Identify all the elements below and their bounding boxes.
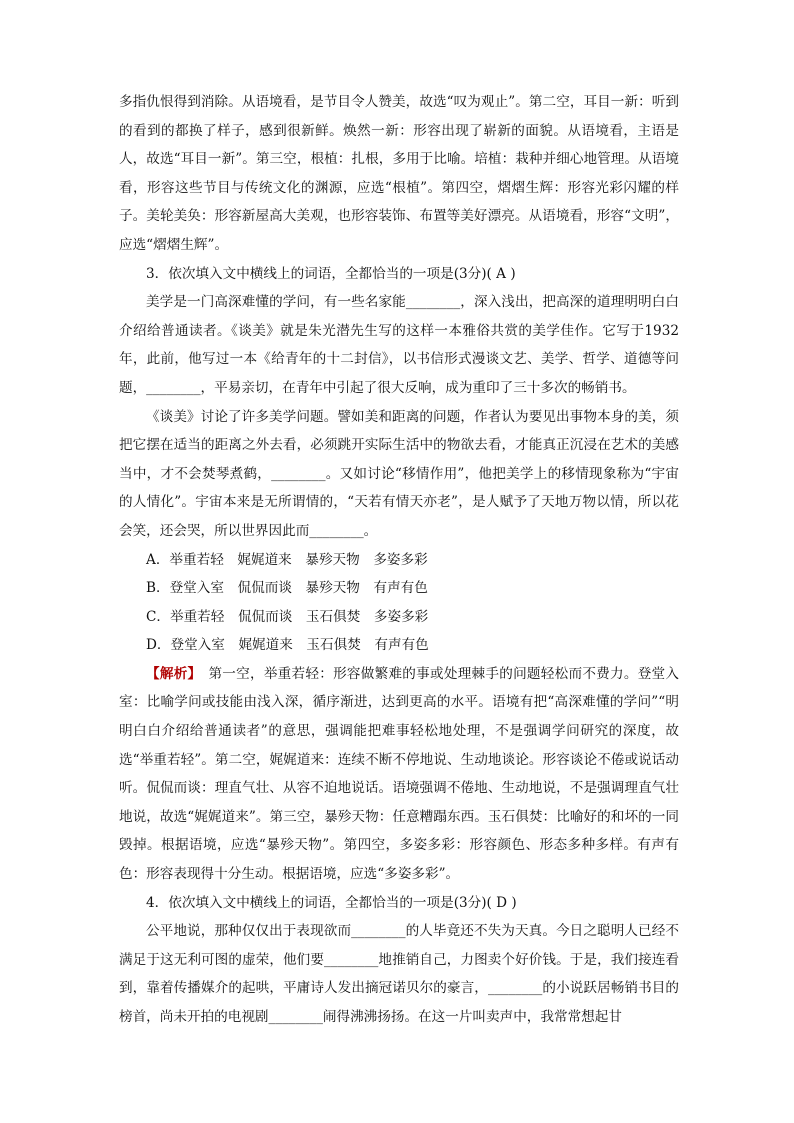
question-3-passage-1: 美学是一门高深难懂的学问，有一些名家能________，深入浅出，把高深的道理明明白白介绍给普通读者。《谈美》就是朱光潜先生写的这样一本雅俗共赏的美学佳作。它写于1932年，此前，他写过一本《给青年的十二封信》，以书信形式漫谈文艺、美学、哲学、道德等问题，________，平易亲切，在青年中引起了很大反响，成为重印了三十多次的畅销书。	[119, 294, 679, 396]
question-3-passage-2: 《谈美》讨论了许多美学问题。譬如美和距离的问题，作者认为要见出事物本身的美，须把它摆在适当的距离之外去看，必须跳开实际生活中的物欲去看，才能真正沉浸在艺术的美感当中，才不会焚琴煮鹤，________。又如讨论“移情作用”，他把美学上的移情现象称为“宇宙的人情化”。宇宙本来是无所谓情的，“天若有情天亦老”，是人赋予了天地万物以情，所以花会笑，还会哭，所以世界因此而________。	[119, 408, 679, 539]
option-b: B．登堂入室 侃侃而谈 暴殄天物 有声有色	[146, 580, 428, 597]
question-4-stem: 4．依次填入文中横线上的词语，全都恰当的一项是(3分)( D )	[146, 894, 517, 911]
question-4-passage: 公平地说，那种仅仅出于表现欲而________的人毕竟还不失为天真。今日之聪明人已经不满足于这无利可图的虚荣，他们要________地推销自己，力图卖个好价钱。于是，我们接连看到，靠着传播媒介的起哄，平庸诗人发出摘冠诺贝尔的豪言，________的小说跃居畅销书目的榜首，尚未开拍的电视剧________闹得沸沸扬扬。在这一片叫卖声中，我常常想起甘	[119, 923, 679, 1025]
document-page	[119, 88, 679, 1032]
analysis-paragraph	[119, 660, 679, 889]
option-d: D．登堂入室 娓娓道来 玉石俱焚 有声有色	[146, 637, 429, 654]
option-a: A．举重若轻 娓娓道来 暴殄天物 多姿多彩	[146, 551, 428, 568]
analysis-tag: 【解析】	[146, 665, 195, 682]
question-3-stem: 3．依次填入文中横线上的词语，全都恰当的一项是(3分)( A )	[146, 265, 516, 282]
analysis-text: 第一空，举重若轻：形容做繁难的事或处理棘手的问题轻松而不费力。登堂入室：比喻学问或技能由浅入深，循序渐进，达到更高的水平。语境有把“高深难懂的学问”“明明白白介绍给普通读者”的意思，强调能把难事轻松地处理，不是强调学问研究的深度，故选“举重若轻”。第二空，娓娓道来：连续不断不停地说、生动地谈论。形容谈论不倦或说话动听。侃侃而谈：理直气壮、从容不迫地说话。语境强调不倦地、生动地说，不是强调理直气壮地说，故选“娓娓道来”。第三空，暴殄天物：任意糟蹋东西。玉石俱焚：比喻好的和坏的一同毁掉。根据语境，应选“暴殄天物”。第四空，多姿多彩：形容颜色、形态多种多样。有声有色：形容表现得十分生动。根据语境，应选“多姿多彩”。	[119, 665, 679, 883]
option-c: C．举重若轻 侃侃而谈 玉石俱焚 多姿多彩	[146, 608, 429, 625]
explanation-continued: 多指仇恨得到消除。从语境看，是节目令人赞美，故选“叹为观止”。第二空，耳目一新：听到的看到的都换了样子，感到很新鲜。焕然一新：形容出现了崭新的面貌。从语境看，主语是人，故选“耳目一新”。第三空，根植：扎根，多用于比喻。培植：栽种并细心地管理。从语境看，形容这些节目与传统文化的渊源，应选“根植”。第四空，熠熠生辉：形容光彩闪耀的样子。美轮美奂：形容新屋高大美观，也形容装饰、布置等美好漂亮。从语境看，形容“文明”，应选“熠熠生辉”。	[119, 94, 679, 253]
